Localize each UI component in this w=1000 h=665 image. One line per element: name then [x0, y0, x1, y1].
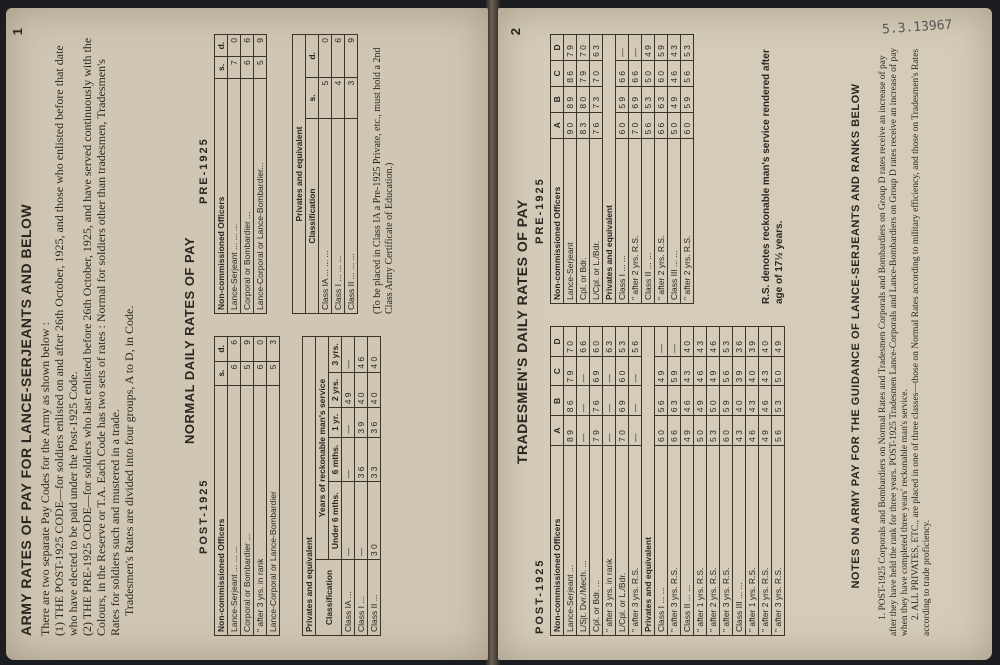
table-row: " after 3 yrs. in rank 6 0 [254, 337, 267, 636]
table-row: Class I ... — 3 6 3 9 4 0 4 6 [355, 337, 368, 636]
table-row: Class IA ... — — — 4 9 — [342, 337, 355, 636]
table-row: Lance-Serjeant ... 8 9 8 6 7 9 7 0 [564, 327, 577, 636]
pre-1925-paragraph: (2) THE PRE-1925 CODE—for soldiers who last enlisted before 26th October, 1925, and have served continuously with the Colours, in the Reserve or T.A. Each Code has two sets of rates : Normal for soldiers other than tradesmen, Tradesmen's Rates for soldiers such and mustered in a trade. [80, 37, 122, 636]
table-row: " after 2 yrs. R.S. 6 6 6 3 6 0 5 9 [655, 35, 668, 304]
table-row: L/Sjt. Dvr./Mech. ... — — — 6 6 [577, 327, 590, 636]
table-header: Non-commissioned Officers [215, 385, 228, 635]
notes-body [878, 36, 933, 636]
pre-1925-nco-table: Non-commissioned Officers s. d. Lance-Serjeant ... ... ... 7 0 Corporal or Bombardier ... 6 6 Lance-Corporal or Lance-Bombardier... 5 9 [214, 34, 267, 314]
handwritten-reference: 5.3.13967 [881, 17, 953, 38]
table-row: Lance-Corporal or Lance-Bombardier 5 3 [267, 337, 280, 636]
pre-1925-privates-table: Privates and equivalent Classification s. d. Class IA ... ... ... 5 0 Class I ... ... ... 4 6 Class II ... ... ... 3 9 [292, 34, 358, 314]
footnote: (To be placed in Class IA a Pre-1925 Private, etc., must hold a 2nd Class Army Certificate of Education.) [372, 47, 395, 314]
table-row: Class IA ... ... ... 5 0 [319, 35, 332, 314]
left-page [6, 8, 488, 660]
table-row: Class II ... 3 0 3 3 3 6 4 0 4 0 [368, 337, 381, 636]
page-title: ARMY RATES OF PAY FOR LANCE-SERJEANTS AND BELOW [18, 203, 34, 636]
table-row: Lance-Corporal or Lance-Bombardier... 5 9 [254, 35, 267, 314]
table-row: Class II ... ... 4 9 4 6 4 3 4 0 [681, 327, 694, 636]
table-row: Lance-Serjeant 9 0 8 9 8 6 7 9 [564, 35, 577, 304]
post-1925-label: POST-1925 [198, 478, 210, 554]
table-row: " after 2 yrs. R.S. 5 3 5 0 4 9 4 6 [707, 327, 720, 636]
table-row: L/Cpl. or L./Bdr. 7 6 7 3 7 0 6 3 [590, 35, 603, 304]
pre-1925-label: PRE-1925 [198, 137, 210, 204]
table-row: " after 3 yrs. R.S. 6 0 5 9 5 6 5 3 [720, 327, 733, 636]
right-page [498, 8, 992, 660]
post-1925-nco-table: Non-commissioned Officers s. d. Lance-Serjeant ... ... ... 6 6 Corporal or Bombardier ... 5 9 " after 3 yrs. in rank 6 0 Lance-Corporal or Lance-Bombardier 5 3 [214, 336, 280, 636]
intro: There are two separate Pay Codes for the Army as shown below : [38, 322, 52, 636]
table-row: " after 2 yrs. R.S. 6 0 5 9 5 6 5 3 [681, 35, 694, 304]
table-row: Cpl. or Bdr. 8 3 8 0 7 9 7 0 [577, 35, 590, 304]
table-row: Class I ... ... 6 0 5 9 6 6 — [616, 35, 629, 304]
post-1925-privates-table: Privates and equivalent Classification Years of reckonable man's service Under 6 mths. 6 mths. 1 yr. 2 yrs. 3 yrs. Class IA ... — — — 4 9 — Class I ... — 3 6 3 9 4 0 4 6 Class II ... 3 0 3 3 3 6 4 0 4 0 [302, 336, 381, 636]
table-row: " after 2 yrs. R.S. 7 0 6 9 6 6 — [629, 35, 642, 304]
note-2: 2. ALL PRIVATES, ETC., are placed in one of three classes—those on Normal Rates according to military efficiency, and those on Tradesmen's Rates according to trade proficiency. [911, 48, 932, 636]
table-row: " after 3 yrs. R.S. 6 6 6 3 5 9 — [668, 327, 681, 636]
rs-note: R.S. denotes reckonable man's service rendered after age of 17½ years. [761, 49, 785, 304]
notes-title: NOTES ON ARMY PAY FOR THE GUIDANCE OF LANCE-SERJEANTS AND RANKS BELOW [850, 83, 862, 589]
table-row: Class II ... ... 5 6 5 3 5 0 4 9 [642, 35, 655, 304]
table-row: Class III ... ... 4 3 4 0 3 9 3 6 [733, 327, 746, 636]
right-page-rotated-content [510, 24, 980, 644]
table-row: Lance-Serjeant ... ... ... 7 0 [228, 35, 241, 314]
page-number: 1 [10, 28, 25, 36]
post-1925-paragraph: (1) THE POST-1925 CODE—for soldiers enlisted on and after 26th October, 1925, and those who enlisted before that date who have elected to be paid under the Post-1925 Code. [52, 45, 80, 636]
table-row: Corporal or Bombardier ... 6 6 [241, 35, 254, 314]
table-row: " after 2 yrs. R.S. 4 9 4 6 4 3 4 0 [759, 327, 772, 636]
left-page-rotated-content [12, 24, 482, 644]
table-row: Cpl. or Bdr. ... 7 9 7 6 6 9 6 0 [590, 327, 603, 636]
post-1925-tradesmen-table: Non-commissioned Officers A B C D Lance-Serjeant ... 8 9 8 6 7 9 7 0 L/Sjt. Dvr./Mech. ... — — — 6 6 Cpl. or Bdr. ... 7 9 7 6 6 9 6 0 " after 3 yrs. in rank — — — 6 3 L/Cpl. or L./Bdr. 7 0 6 9 6 0 5 3 " after 3 yrs. R.S. — — — 5 6 Privates and equivalent Class I ... ... 6 0 5 6 4 9 — " after 3 yrs. R.S. 6 6 6 3 5 9 — Class II ... ... 4 9 4 6 4 3 4 0 " after 1 yrs. R.S. 5 0 4 9 4 6 4 3 " after 2 yrs. R.S. 5 3 5 0 4 9 4 6 " after 3 yrs. R.S. 6 0 5 9 5 6 5 3 Class III ... ... 4 3 4 0 3 9 3 6 " after 1 yrs. R.S. 4 6 4 3 4 0 3 9 " after 2 yrs. R.S. 4 9 4 6 4 3 4 0 " after 3 yrs. R.S. 5 6 5 3 5 0 4 9 [550, 326, 785, 636]
table-row: " after 3 yrs. in rank — — — 6 3 [603, 327, 616, 636]
table-row: Class I ... ... ... 4 6 [332, 35, 345, 314]
post-1925-label: POST-1925 [534, 558, 546, 634]
table-row: Class III ... ... 5 0 4 9 4 6 4 3 [668, 35, 681, 304]
pre-1925-tradesmen-table: Non-commissioned Officers A B C D Lance-Serjeant 9 0 8 9 8 6 7 9 Cpl. or Bdr. 8 3 8 0 7 9 7 0 L/Cpl. or L./Bdr. 7 6 7 3 7 0 6 3 Privates and equivalent Class I ... ... 6 0 5 9 6 6 — " after 2 yrs. R.S. 7 0 6 9 6 6 — Class II ... ... 5 6 5 3 5 0 4 9 " after 2 yrs. R.S. 6 6 6 3 6 0 5 9 Class III ... ... 5 0 4 9 4 6 4 3 " after 2 yrs. R.S. 6 0 5 9 5 6 5 3 [550, 34, 694, 304]
table-row: Corporal or Bombardier ... 5 9 [241, 337, 254, 636]
normal-rates-title: NORMAL DAILY RATES OF PAY [182, 236, 197, 444]
table-row: Class II ... ... ... 3 9 [345, 35, 358, 314]
table-row: Class I ... ... 6 0 5 6 4 9 — [655, 327, 668, 636]
table-row: " after 1 yrs. R.S. 4 6 4 3 4 0 3 9 [746, 327, 759, 636]
tradesmen-groups-paragraph: Tradesmen's Rates are divided into four groups, A to D, in Code. [122, 305, 136, 616]
table-row: " after 3 yrs. R.S. 5 6 5 3 5 0 4 9 [772, 327, 785, 636]
table-row: " after 3 yrs. R.S. — — — 5 6 [629, 327, 642, 636]
note-1: 1. POST-1925 Corporals and Bombardiers on Normal Rates and Tradesmen Corporals and Bombardiers on Group D rates receive an increase of pay after they have held the rank for three years. POST-1925 Tradesmen Lance-Corporals and Lance-Bombardiers on Group D rates receive an increase of pay when they have completed three years' reckonable man's service. [878, 47, 910, 636]
pre-1925-label: PRE-1925 [534, 177, 546, 244]
table-row: " after 1 yrs. R.S. 5 0 4 9 4 6 4 3 [694, 327, 707, 636]
table-row: L/Cpl. or L./Bdr. 7 0 6 9 6 0 5 3 [616, 327, 629, 636]
intro-text [38, 36, 136, 636]
page-number: 2 [508, 28, 523, 36]
table-row: Lance-Serjeant ... ... ... 6 6 [228, 337, 241, 636]
tradesmen-title: TRADESMEN'S DAILY RATES OF PAY [514, 199, 530, 464]
